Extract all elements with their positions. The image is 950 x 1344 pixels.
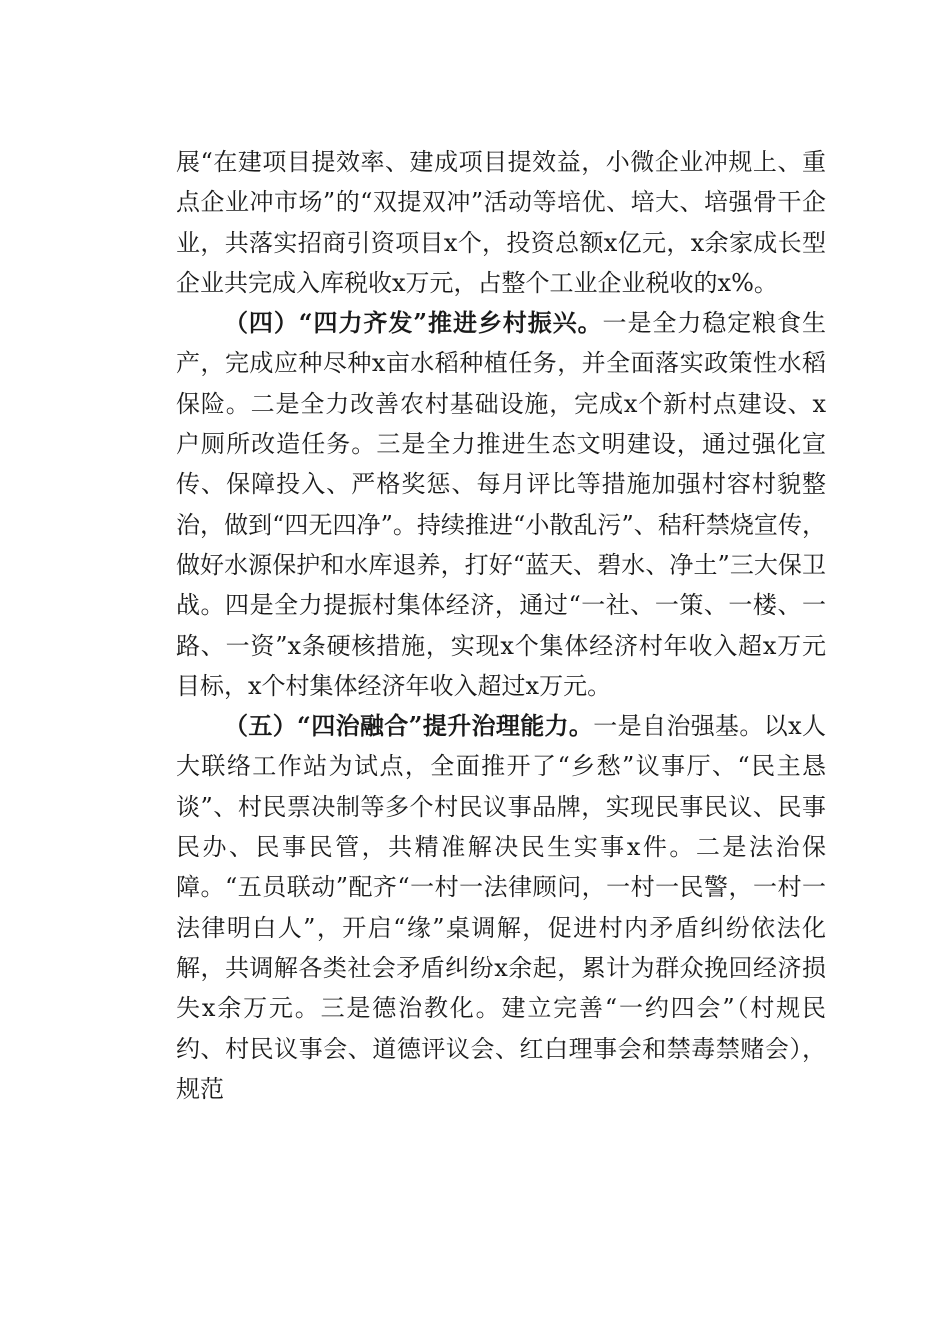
paragraph-section-five	[176, 706, 826, 1109]
paragraph-continuation	[176, 142, 826, 303]
document-body	[176, 142, 826, 1109]
section-heading-five: （五）“四治融合”提升治理能力。	[224, 711, 594, 741]
paragraph-text: 一是自治强基。以x人大联络工作站为试点，全面推开了“乡愁”议事厅、“民主恳谈”、村民票决制等多个村民议事品牌，实现民事民议、民事民办、民事民管，共精准解决民生实事x件。二是法治保障。“五员联动”配齐“一村一法律顾问，一村一民警，一村一法律明白人”，开启“缘”桌调解，促进村内矛盾纠纷依法化解，共调解各类社会矛盾纠纷x余起，累计为群众挽回经济损失x余万元。三是德治教化。建立完善“一约四会”（村规民约、村民议事会、道德评议会、红白理事会和禁毒禁赌会），规范	[176, 712, 826, 1103]
paragraph-text: 展“在建项目提效率、建成项目提效益，小微企业冲规上、重点企业冲市场”的“双提双冲”活动等培优、培大、培强骨干企业，共落实招商引资项目x个，投资总额x亿元，x余家成长型企业共完成入库税收x万元，占整个工业企业税收的x%。	[176, 148, 826, 297]
section-heading-four: （四）“四力齐发”推进乡村振兴。	[224, 308, 603, 338]
paragraph-section-four	[176, 303, 826, 706]
paragraph-text: 一是全力稳定粮食生产，完成应种尽种x亩水稻种植任务，并全面落实政策性水稻保险。二是全力改善农村基础设施，完成x个新村点建设、x户厕所改造任务。三是全力推进生态文明建设，通过强化宣传、保障投入、严格奖惩、每月评比等措施加强村容村貌整治，做到“四无四净”。持续推进“小散乱污”、秸秆禁烧宣传，做好水源保护和水库退养，打好“蓝天、碧水、净土”三大保卫战。四是全力提振村集体经济，通过“一社、一策、一楼、一路、一资”x条硬核措施，实现x个集体经济村年收入超x万元目标，x个村集体经济年收入超过x万元。	[176, 309, 827, 700]
